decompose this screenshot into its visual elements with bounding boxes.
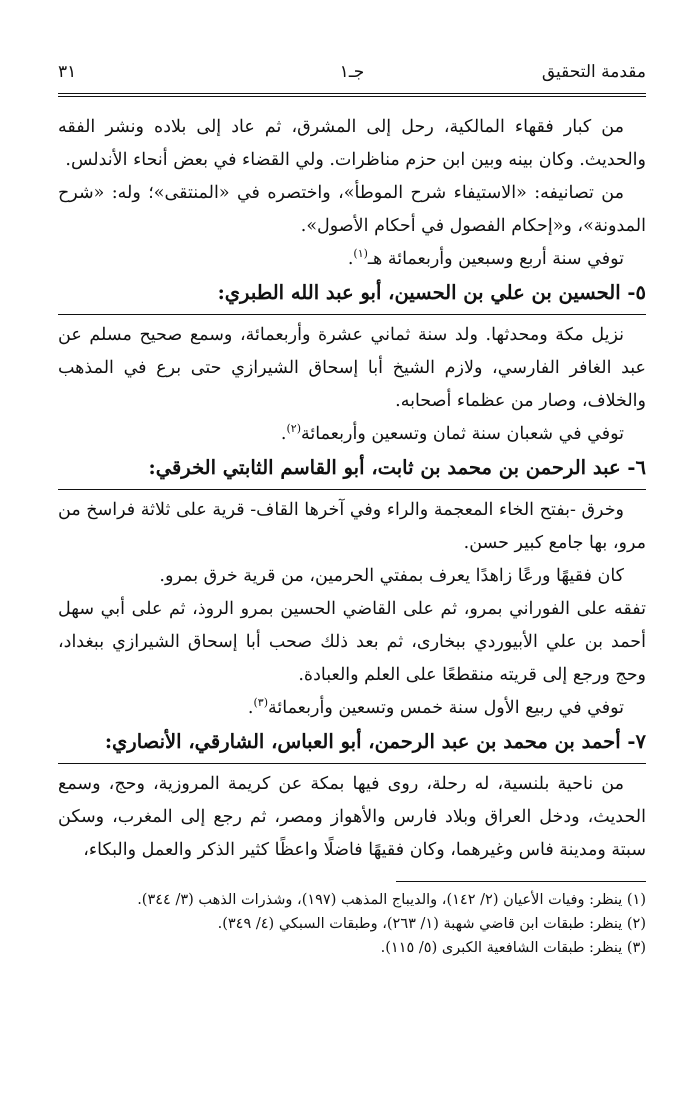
footnote: (٣) ينظر: طبقات الشافعية الكبرى (٥/ ١١٥). xyxy=(380,940,646,956)
header-volume: جـ١ xyxy=(339,62,365,82)
body-text xyxy=(58,111,646,867)
running-header xyxy=(58,60,646,90)
footnotes xyxy=(58,888,646,960)
header-section-title: مقدمة التحقيق xyxy=(541,62,646,82)
paragraph: من ناحية بلنسية، له رحلة، روى فيها بمكة عن كريمة المروزية، وحج، وسمع الحديث، ودخل العراق وبلاد فارس والأهواز ومصر، ثم رجع إلى المغرب، وسكن سبتة ومدينة فاس وغيرهما، وكان فقيهًا فاضلًا واعظًا كثير الذكر والعمل والبكاء، xyxy=(58,774,646,860)
paragraph: نزيل مكة ومحدثها. ولد سنة ثماني عشرة وأربعمائة، وسمع صحيح مسلم عن عبد الغافر الفارسي، ولازم الشيخ أبا إسحاق الشيرازي حتى برع في المذهب والخلاف، وصار من عظماء أصحابه. xyxy=(58,325,646,411)
paragraph: توفي في ربيع الأول سنة خمس وتسعين وأربعمائة$^{(٣)}$. xyxy=(247,696,624,718)
document-page xyxy=(58,60,646,960)
footnote-ref: (٣) xyxy=(253,696,268,710)
paragraph: وخرق -بفتح الخاء المعجمة والراء وفي آخرها القاف- قرية على ثلاثة فراسخ من مرو، بها جامع كبير حسن. xyxy=(58,500,646,553)
header-rule xyxy=(58,93,646,97)
paragraph: تفقه على الفوراني بمرو، ثم على القاضي الحسين بمرو الروذ، ثم على أبي سهل أحمد بن علي الأبيوردي ببخارى، ثم بعد ذلك صحب أبا إسحاق الشيرازي ببغداد، وحج ورجع إلى قريته منقطعًا على العلم والعبادة. xyxy=(58,599,646,685)
paragraph: من كبار فقهاء المالكية، رحل إلى المشرق، ثم عاد إلى بلاده ونشر الفقه والحديث. وكان بينه وبين ابن حزم مناظرات. ولي القضاء في بعض أنحاء الأندلس. xyxy=(58,117,646,170)
page-number: ٣١ xyxy=(58,62,77,82)
paragraph: كان فقيهًا ورعًا زاهدًا يعرف بمفتي الحرمين، من قرية خرق بمرو. xyxy=(159,566,624,586)
entry-heading: ٧- أحمد بن محمد بن عبد الرحمن، أبو العباس، الشارقي، الأنصاري: xyxy=(58,725,646,764)
paragraph: من تصانيفه: «الاستيفاء شرح الموطأ»، واختصره في «المنتقى»؛ وله: «شرح المدونة»، و«إحكام الفصول في أحكام الأصول». xyxy=(58,183,646,236)
footnote: (١) ينظر: وفيات الأعيان (٢/ ١٤٢)، والديباج المذهب (١٩٧)، وشذرات الذهب (٣/ ٣٤٤). xyxy=(137,892,646,908)
footnote-separator xyxy=(396,881,646,882)
entry-heading: ٦- عبد الرحمن بن محمد بن ثابت، أبو القاسم الثابتي الخرقي: xyxy=(58,451,646,490)
entry-heading: ٥- الحسين بن علي بن الحسين، أبو عبد الله الطبري: xyxy=(58,276,646,315)
paragraph: توفي في شعبان سنة ثمان وتسعين وأربعمائة$^{(٢)}$. xyxy=(280,422,624,444)
paragraph: توفي سنة أربع وسبعين وأربعمائة هـ$^{(١)}$. xyxy=(347,247,624,269)
footnote: (٢) ينظر: طبقات ابن قاضي شهبة (١/ ٢٦٣)، وطبقات السبكي (٤/ ٣٤٩). xyxy=(217,916,646,932)
footnote-ref: (٢) xyxy=(286,422,301,436)
footnote-ref: (١) xyxy=(353,247,368,261)
